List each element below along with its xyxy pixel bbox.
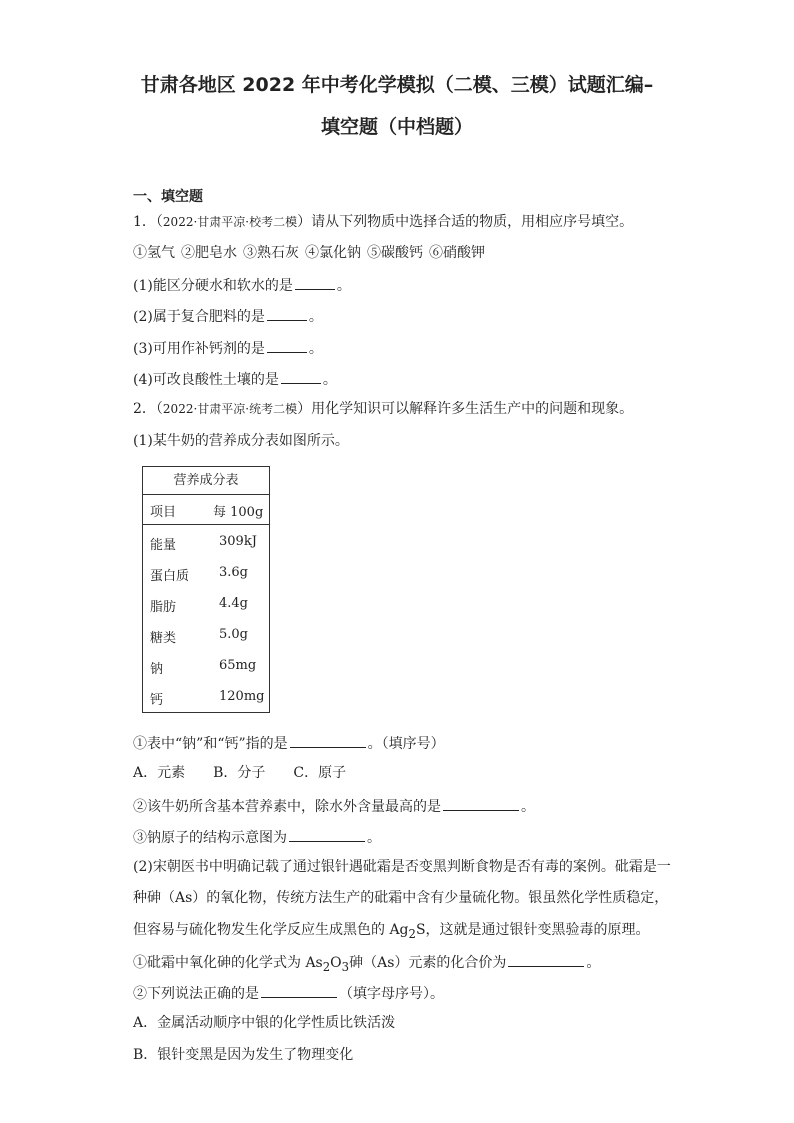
nutrient-name: 脂肪 (150, 600, 177, 615)
table-row (143, 658, 269, 678)
option: ①氢气 (133, 245, 175, 261)
nutrition-table (142, 466, 270, 713)
answer-blank[interactable] (295, 275, 335, 290)
option-a: A．元素 (133, 765, 186, 781)
question-2-sub-2: ②该牛奶所含基本营养素中，除水外含量最高的是 。 (133, 796, 535, 816)
table-row (143, 596, 269, 616)
nutrient-value: 120mg (219, 689, 265, 704)
question-2-part-1-intro: (1)某牛奶的营养成分表如图所示。 (133, 433, 349, 449)
doc-title-line2: 填空题（中档题） (320, 116, 473, 138)
option: ②肥皂水 (181, 245, 237, 261)
answer-blank[interactable] (290, 733, 366, 748)
question-2-part-2-line-2: 种砷（As）的氧化物，传统方法生产的砒霜中含有少量硫化物。银虽然化学性质稳定， (133, 890, 669, 906)
column-header-item: 项目 (150, 505, 177, 520)
nutrient-name: 糖类 (150, 631, 177, 646)
answer-blank[interactable] (261, 983, 337, 998)
table-row (143, 689, 269, 709)
nutrient-name: 钙 (150, 693, 164, 708)
question-1-item-1: (1)能区分硬水和软水的是 。 (133, 275, 351, 295)
question-2-part-2-line-3: 但容易与硫化物发生化学反应生成黑色的 $Ag_2S$，这就是通过银针变黑验毒的原理。 (133, 922, 650, 941)
question-2-part-2-line-1: (2)宋朝医书中明确记载了通过银针遇砒霜是否变黑判断食物是否有毒的案例。砒霜是一 (133, 859, 671, 875)
question-2-sub-3: ③钠原子的结构示意图为 。 (133, 827, 381, 847)
question-1-source: 2022·甘肃平凉·校考二模 (162, 215, 298, 229)
nutrient-value: 5.0g (219, 627, 248, 642)
nutrient-value: 3.6g (219, 565, 248, 580)
question-1-stem: 1．（2022·甘肃平凉·校考二模）请从下列物质中选择合适的物质，用相应序号填空。 (133, 214, 634, 230)
section-heading: 一、填空题 (133, 189, 203, 205)
option: ⑥硝酸钾 (429, 245, 485, 261)
nutrient-value: 4.4g (219, 596, 248, 611)
answer-blank[interactable] (508, 952, 584, 967)
answer-blank[interactable] (443, 796, 519, 811)
option: ⑤碳酸钙 (367, 245, 423, 261)
question-2-sub-1-options (133, 764, 346, 782)
nutrition-table-title: 营养成分表 (143, 467, 269, 495)
table-row (143, 534, 269, 554)
question-2-source: 2022·甘肃平凉·统考二模 (162, 402, 298, 416)
question-2-part-2-sub-2: ②下列说法正确的是 （填字母序号）。 (133, 983, 444, 1003)
nutrient-value: 309kJ (219, 534, 257, 549)
table-row (143, 627, 269, 647)
doc-title-line1: 甘肃各地区 2022 年中考化学模拟（二模、三模）试题汇编– (140, 74, 654, 96)
question-1-item-4: (4)可改良酸性土壤的是 。 (133, 369, 337, 389)
answer-blank[interactable] (267, 338, 307, 353)
question-2-part-2-sub-1: ①砒霜中氧化砷的化学式为 $As_2O_3$砷（As）元素的化合价为 。 (133, 952, 600, 976)
nutrient-name: 钠 (150, 662, 164, 677)
question-2-stem: 2．（2022·甘肃平凉·统考二模）用化学知识可以解释许多生活生产中的问题和现象。 (133, 401, 634, 417)
option: ③熟石灰 (243, 245, 299, 261)
nutrient-name: 能量 (150, 538, 177, 553)
answer-blank[interactable] (289, 827, 365, 842)
option-b: B．分子 (213, 765, 266, 781)
answer-blank[interactable] (281, 369, 321, 384)
column-header-per-100g: 每 100g (213, 505, 264, 520)
question-2-option-b: B．银针变黑是因为发生了物理变化 (133, 1047, 354, 1063)
nutrition-table-header (143, 495, 269, 525)
table-row (143, 565, 269, 585)
question-1-item-2: (2)属于复合肥料的是 。 (133, 306, 323, 326)
nutrient-name: 蛋白质 (150, 569, 190, 584)
question-2-sub-1: ①表中“钠”和“钙”指的是 。（填序号） (133, 733, 445, 753)
nutrient-value: 65mg (219, 658, 257, 673)
question-1-options (133, 244, 485, 262)
question-1-item-3: (3)可用作补钙剂的是 。 (133, 338, 323, 358)
question-2-option-a: A．金属活动顺序中银的化学性质比铁活泼 (133, 1015, 396, 1031)
option: ④氯化钠 (305, 245, 361, 261)
answer-blank[interactable] (267, 306, 307, 321)
option-c: C．原子 (293, 765, 347, 781)
